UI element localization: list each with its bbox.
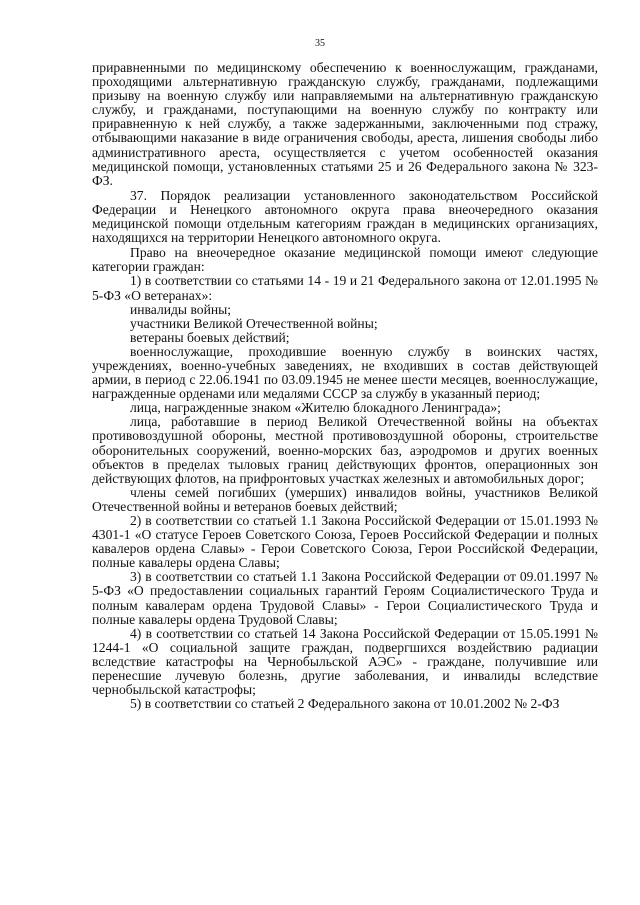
list-subitem-leningrad-blockade: лица, награжденные знаком «Жителю блокадного Ленинграда»; [130,400,501,416]
list-subitem-war-participants: участники Великой Отечественной войны; [130,315,378,331]
list-subitem-family-members: члены семей погибших (умерших) инвалидов войны, участников Великой Отечественной войны и ветеранов боевых действий; [92,484,598,514]
list-item-3: 3) в соответствии со статьей 1.1 Закона Российской Федерации от 09.01.1997 № 5-ФЗ «О предоставлении социальных гарантий Героям Социалистического Труда и полным кавалерам ордена Трудовой Славы» - Герои Социалистического Труда и полные кавалеры ордена Трудовой Славы; [92,569,598,627]
list-subitem-servicemen: военнослужащие, проходившие военную службу в воинских частях, учреждениях, военно-учебных заведениях, не входивших в состав действующей армии, в период с 22.06.1941 по 03.09.1945 не менее шести месяцев, военнослужащие, награжденные орденами или медалями СССР за службу в указанный период; [92,343,598,402]
document-body [92,61,598,711]
list-subitem-war-invalids: инвалиды войны; [130,301,232,317]
list-item-4: 4) в соответствии со статьей 14 Закона Российской Федерации от 15.05.1991 № 1244-1 «О социальной защите граждан, подвергшихся воздействию радиации вследствие катастрофы на Чернобыльской АЭС» - граждане, получившие или перенесшие лучевую болезнь, другие заболевания, и инвалиды вследствие чернобыльской катастрофы; [92,625,598,698]
page-number: 35 [315,38,325,49]
list-subitem-combat-veterans: ветераны боевых действий; [130,329,290,345]
list-item-2: 2) в соответствии со статьей 1.1 Закона Российской Федерации от 15.01.1993 № 4301-1 «О статусе Героев Советского Союза, Героев Российской Федерации и полных кавалеров ордена Славы» - Герои Советского Союза, Герои Российской Федерации, полные кавалеры ордена Славы; [92,513,598,571]
list-subitem-air-defense-workers: лица, работавшие в период Великой Отечественной войны на объектах противовоздушной обороны, местной противовоздушной обороны, строительстве оборонительных сооружений, военно-морских баз, аэродромов и других военных объектов в пределах тыловых границ действующих фронтов, операционных зон действующих флотов, на прифронтовых участках железных и автомобильных дорог; [92,414,598,486]
list-item-1: 1) в соответствии со статьями 14 - 19 и 21 Федерального закона от 12.01.1995 № 5-ФЗ «О ветеранах»: [92,273,598,303]
paragraph-section-37: 37. Порядок реализации установленного законодательством Российской Федерации и Ненецкого автономного округа права внеочередного оказания медицинской помощи отдельным категориям граждан в медицинских организациях, находящихся на территории Ненецкого автономного округа. [92,187,598,246]
list-item-5: 5) в соответствии со статьей 2 Федерального закона от 10.01.2002 № 2-ФЗ [130,696,560,712]
paragraph-right-intro: Право на внеочередное оказание медицинской помощи имеют следующие категории граждан: [92,245,598,275]
paragraph-medical-provision-continued: приравненными по медицинскому обеспечению к военнослужащим, гражданами, проходящими альтернативную гражданскую службу, гражданами, подлежащими призыву на военную службу или направляемыми на альтернативную гражданскую службу, и гражданами, поступающими на военную службу по контракту или приравненную к ней службу, а также задержанными, заключенными под стражу, отбывающими наказание в виде ограничения свободы, ареста, лишения свободы либо административного ареста, осуществляется с учетом особенностей оказания медицинской помощи, установленных статьями 25 и 26 Федерального закона № 323-ФЗ. [92,60,598,188]
